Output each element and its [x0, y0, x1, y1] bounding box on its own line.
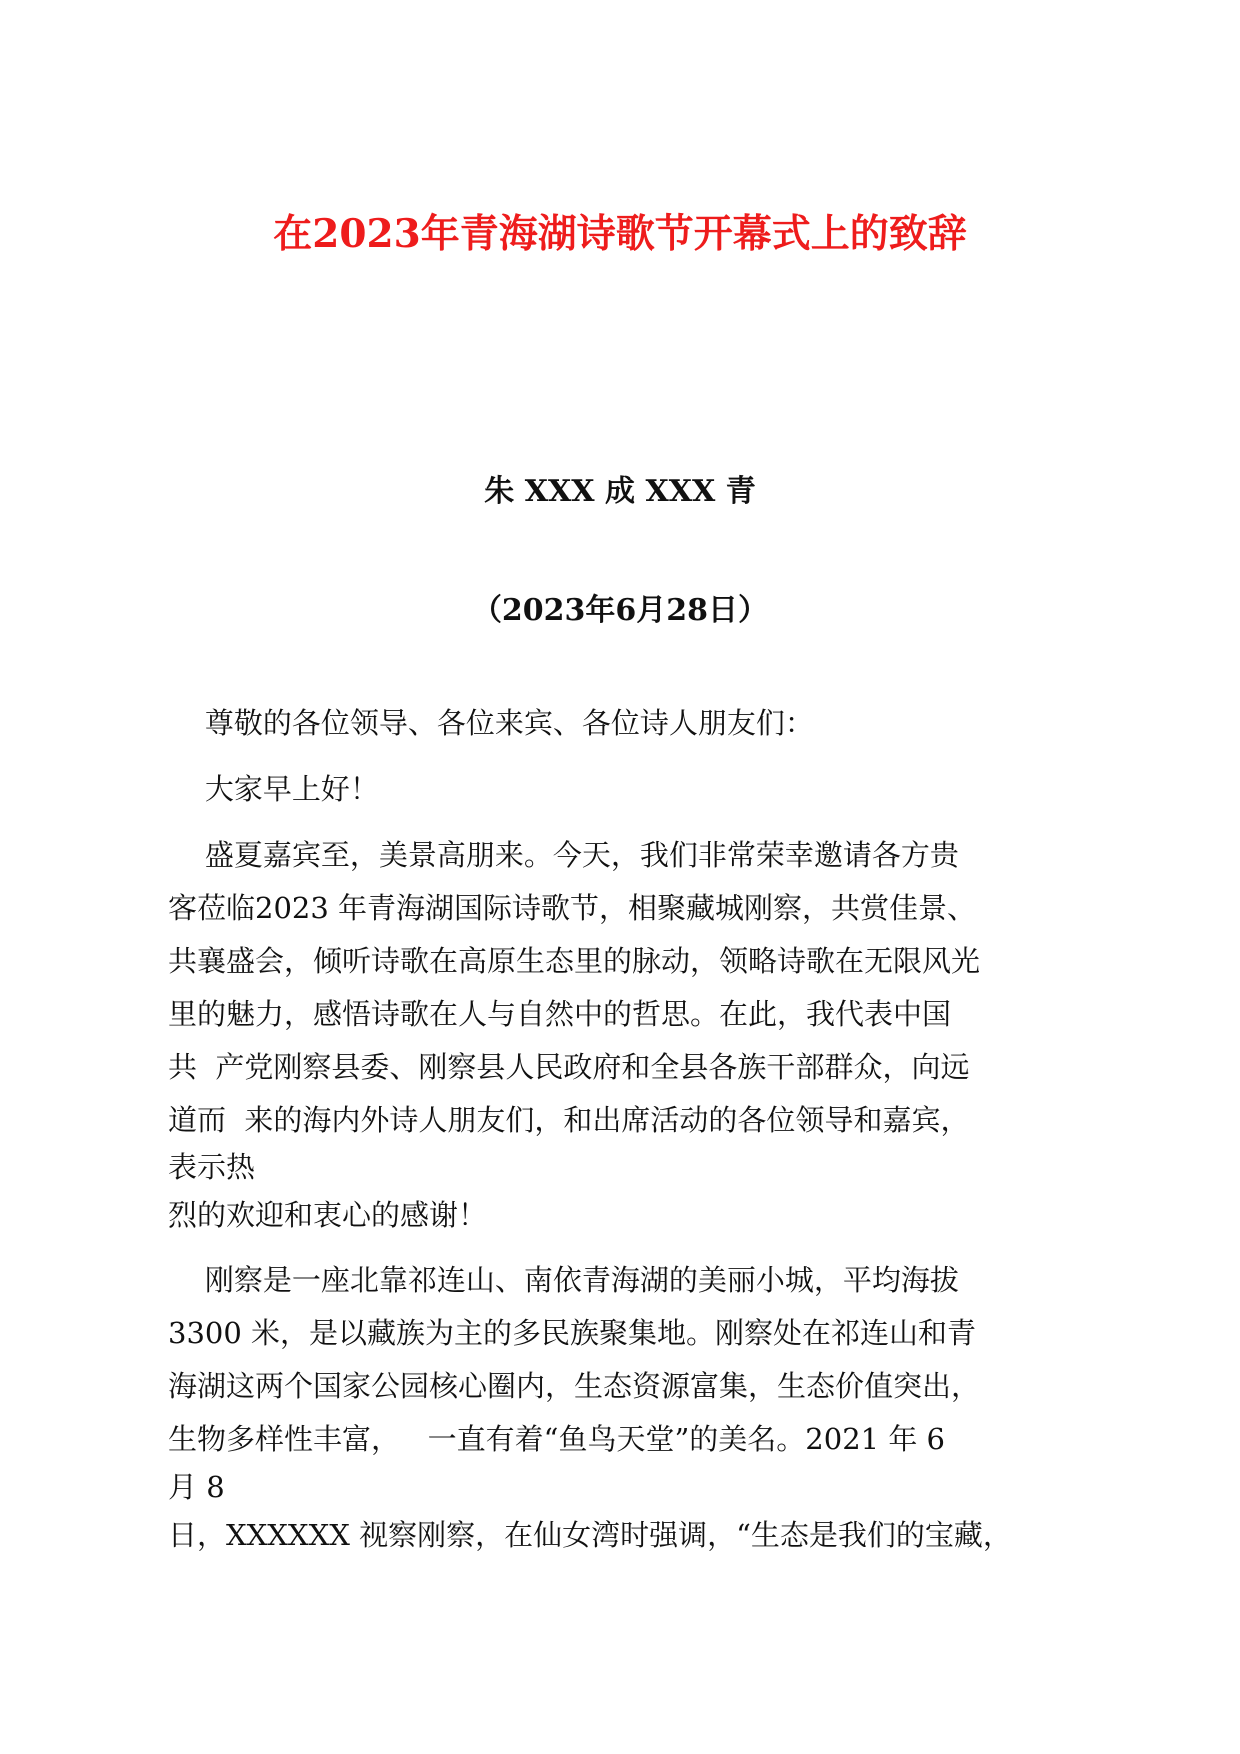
body-line: 日，XXXXXX 视察刚察，在仙女湾时强调，“生态是我们的宝藏，	[168, 1518, 1012, 1552]
author-line: 朱 XXX 成 XXX 青	[484, 474, 756, 509]
body-line: 表示热	[168, 1150, 256, 1184]
body-line: 尊敬的各位领导、各位来宾、各位诗人朋友们：	[168, 706, 814, 740]
body-line: 客莅临2023 年青海湖国际诗歌节，相聚藏城刚察，共赏佳景、	[168, 891, 977, 925]
body-line: 烈的欢迎和衷心的感谢！	[168, 1198, 488, 1232]
body-line: 道而 来的海内外诗人朋友们，和出席活动的各位领导和嘉宾，	[168, 1103, 970, 1137]
body-line: 海湖这两个国家公园核心圈内，生态资源富集，生态价值突出，	[168, 1369, 981, 1403]
date-line: （2023年6月28日）	[471, 593, 769, 628]
body-line: 刚察是一座北靠祁连山、南依青海湖的美丽小城，平均海拔	[168, 1263, 959, 1297]
document-title: 在2023年青海湖诗歌节开幕式上的致辞	[273, 211, 967, 257]
body-line: 共 产党刚察县委、刚察县人民政府和全县各族干部群众，向远	[168, 1050, 970, 1084]
body-line: 生物多样性丰富， 一直有着“鱼鸟天堂”的美名。2021 年 6	[168, 1422, 945, 1456]
body-line: 共襄盛会，倾听诗歌在高原生态里的脉动，领略诗歌在无限风光	[168, 944, 981, 978]
body-line: 大家早上好！	[168, 772, 379, 806]
body-line: 3300 米，是以藏族为主的多民族聚集地。刚察处在祁连山和青	[168, 1316, 977, 1350]
body-line: 盛夏嘉宾至，美景高朋来。今天，我们非常荣幸邀请各方贵	[168, 838, 959, 872]
body-line: 月 8	[168, 1470, 225, 1504]
body-line: 里的魅力，感悟诗歌在人与自然中的哲思。在此，我代表中国	[168, 997, 952, 1031]
